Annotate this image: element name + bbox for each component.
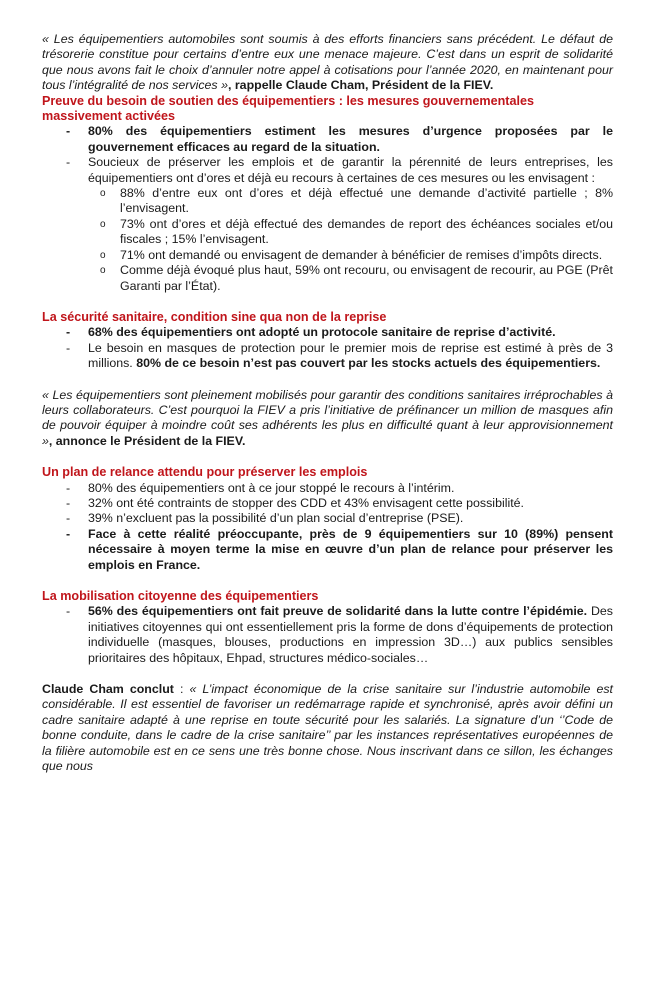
sub-bullet-list bbox=[88, 186, 613, 294]
conclusion-colon: : bbox=[173, 682, 190, 697]
conclusion-quote: « L’impact économique de la crise sanitaire sur l’industrie automobile est considérable. Il est essentiel de favoriser un redémarrage rapide et synchronisé, après avoir défini un cadre sanitaire adapté à une reprise en toute sécurité pour les salariés. La signature d’un ‘’Code de bonne conduite, dans le cadre de la crise sanitaire’’ par les instances représentatives européennes de la filière automobile est en ce sens une très bonne chose. Nous inscrivant dans ce sillon, les échanges que nous bbox=[42, 682, 613, 774]
conclusion-speaker: Claude Cham conclut bbox=[42, 682, 174, 697]
list-item: - 80% des équipementiers ont à ce jour stoppé le recours à l’intérim. bbox=[42, 481, 613, 496]
list-item: - 80% des équipementiers estiment les mesures d’urgence proposées par le gouvernement efficaces au regard de la situation. bbox=[42, 124, 613, 155]
list-item-text: Le besoin en masques de protection pour le premier mois de reprise est estimé à près de 3 millions. bbox=[88, 340, 613, 371]
list-item bbox=[42, 155, 613, 294]
section-recovery-plan bbox=[42, 465, 613, 573]
list-item bbox=[42, 604, 613, 666]
section-sanitary-safety bbox=[42, 310, 613, 372]
section-title: La sécurité sanitaire, condition sine qua non de la reprise bbox=[42, 309, 387, 324]
conclusion-paragraph bbox=[42, 682, 613, 774]
list-item: - Face à cette réalité préoccupante, près de 9 équipementiers sur 10 (89%) pensent nécessaire à moyen terme la mise en œuvre d’un plan de relance pour préserver les emplois en France. bbox=[42, 527, 613, 573]
intro-quote: « Les équipementiers automobiles sont soumis à des efforts financiers sans précédent. Le défaut de trésorerie constitue pour certains d’entre eux une menace majeure. C’est dans un esprit de solidarité que nous avons fait le choix d’annuler notre appel à cotisations pour l’année 2020, en maintenant pour tous l’intégralité de nos services » bbox=[42, 32, 613, 93]
section-government-measures bbox=[42, 94, 613, 294]
sub-list-item: o Comme déjà évoqué plus haut, 59% ont recouru, ou envisagent de recourir, au PGE (Prêt Garanti par l’État). bbox=[88, 263, 613, 294]
list-item: - 39% n’excluent pas la possibilité d’un plan social d’entreprise (PSE). bbox=[42, 511, 613, 526]
intro-paragraph bbox=[42, 32, 613, 94]
list-item-text: Soucieux de préserver les emplois et de garantir la pérennité de leurs entreprises, les équipementiers ont d’ores et déjà eu recours à certaines de ces mesures ou les envisagent : bbox=[88, 155, 613, 185]
bullet-list bbox=[42, 124, 613, 293]
president-attribution: , annonce le Président de la FIEV. bbox=[48, 433, 246, 448]
president-quote-paragraph bbox=[42, 388, 613, 450]
sub-list-item: o 71% ont demandé ou envisagent de demander à bénéficier de remises d’impôts directs. bbox=[88, 248, 613, 263]
list-item bbox=[42, 341, 613, 372]
sub-list-item: o 88% d’entre eux ont d’ores et déjà effectué une demande d’activité partielle ; 8% l’envisagent. bbox=[88, 186, 613, 217]
list-item: - 68% des équipementiers ont adopté un protocole sanitaire de reprise d’activité. bbox=[42, 325, 613, 340]
list-item: - 32% ont été contraints de stopper des CDD et 43% envisagent cette possibilité. bbox=[42, 496, 613, 511]
list-item-text: Des initiatives citoyennes qui ont essentiellement pris la forme de dons d’équipements de protection individuelle (masques, blouses, productions en impression 3D…) aux publics sensibles prioritaires des hôpitaux, Ehpad, structures médico-sociales… bbox=[88, 604, 613, 665]
section-title: Un plan de relance attendu pour préserver les emplois bbox=[42, 465, 368, 480]
list-item-bold-text: 56% des équipementiers ont fait preuve de solidarité dans la lutte contre l’épidémie. bbox=[88, 604, 588, 619]
bullet-list bbox=[42, 481, 613, 573]
section-citizen-mobilization bbox=[42, 589, 613, 666]
president-quote: « Les équipementiers sont pleinement mobilisés pour garantir des conditions sanitaires irréprochables à leurs collaborateurs. C’est pourquoi la FIEV a pris l’initiative de préfinancer un million de masques afin de pouvoir équiper à moindre coût ses adhérents les plus en difficulté quant à leur approvisionnement » bbox=[42, 387, 613, 448]
bullet-list bbox=[42, 604, 613, 666]
section-title: Preuve du besoin de soutien des équipementiers : les mesures gouvernementales massivement activées bbox=[42, 93, 535, 124]
list-item-bold-text: 80% de ce besoin n’est pas couvert par les stocks actuels des équipementiers. bbox=[136, 356, 601, 371]
section-title: La mobilisation citoyenne des équipementiers bbox=[42, 589, 319, 603]
sub-list-item: o 73% ont d’ores et déjà effectué des demandes de report des échéances sociales et/ou fiscales ; 15% l’envisagent. bbox=[88, 217, 613, 248]
intro-attribution: , rappelle Claude Cham, Président de la FIEV. bbox=[227, 78, 494, 93]
bullet-list bbox=[42, 325, 613, 371]
